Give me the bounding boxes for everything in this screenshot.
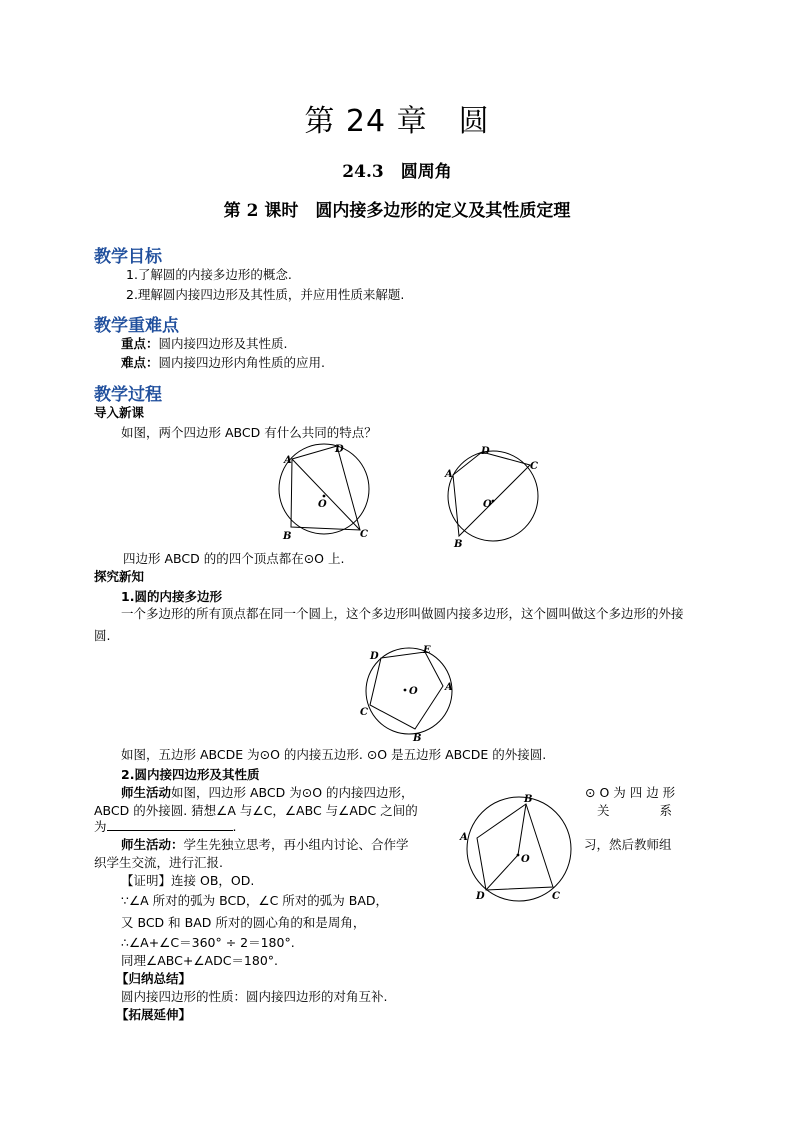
part2-heading: 2.圆内接四边形及其性质 [121,767,260,782]
activity2-text-a: 学生先独立思考，再小组内讨论、合作学 [183,837,409,852]
fig3-label-e: E [423,645,431,656]
activity2-label: 师生活动： [121,837,184,852]
activity1-blank-line: 为 . [94,819,237,834]
figure-quadrilateral-1 [270,440,380,545]
fig2-label-d: D [481,446,490,457]
key-point [121,334,288,352]
objective-item: 1.了解圆的内接多边形的概念. [126,267,292,282]
proof-line: ∵∠A 所对的弧为 BCD，∠C 所对的弧为 BAD， [121,893,388,908]
activity1-line1 [121,783,414,801]
extension-heading: 【拓展延伸】 [116,1007,192,1022]
activity1-text-a: 如图，四边形 ABCD 为⊙O 的内接四边形， [171,785,414,800]
fig3-label-d: D [370,651,379,662]
fig2-label-b: B [454,539,463,550]
fig1-label-b: B [283,531,292,542]
fig3-label-a: A [445,682,453,693]
part1-caption: 如图，五边形 ABCDE 为⊙O 的内接五边形. ⊙O 是五边形 ABCDE 的外接圆. [121,747,547,762]
fig4-label-a: A [460,832,468,843]
activity1-text-b: ⊙ O 为 四 边 形 [585,785,676,800]
intro-question: 如图，两个四边形 ABCD 有什么共同的特点？ [121,425,377,440]
keypoints-heading: 教学重难点 [94,316,179,336]
intro-heading: 导入新课 [94,405,145,420]
chapter-title: 第 24 章 圆 [304,104,490,139]
explore-heading: 探究新知 [94,569,145,584]
fig2-label-o: O [483,499,492,510]
activity1-text-d: 关 系 [597,803,673,818]
fig1-label-d: D [335,444,344,455]
process-heading: 教学过程 [94,385,162,405]
fig3-label-c: C [360,707,368,718]
fig2-label-c: C [530,461,538,472]
fig1-label-o: O [318,499,327,510]
activity1-text-e: 为 [94,819,107,834]
proof-line: ∴∠A+∠C＝360° ÷ 2＝180°. [121,935,295,950]
fig2-label-a: A [445,469,453,480]
summary-heading: 【归纳总结】 [116,971,192,986]
fig1-label-c: C [360,529,368,540]
fig4-label-c: C [552,891,560,902]
objective-item: 2.理解圆内接四边形及其性质，并应用性质来解题. [126,287,405,302]
fig4-label-o: O [521,854,530,865]
activity1-label: 师生活动 [121,785,172,800]
proof-line: 又 BCD 和 BAD 所对的圆心角的和是周角， [121,915,366,930]
difficulty-label: 难点： [121,355,159,370]
figure-inscribed-quadrilateral [455,792,575,907]
key-text: 圆内接四边形及其性质. [158,336,288,351]
figure-quadrilateral-2 [440,440,550,550]
summary-text: 圆内接四边形的性质：圆内接四边形的对角互补. [121,989,388,1004]
proof-line: 同理∠ABC+∠ADC＝180°. [121,953,279,968]
activity2-text-b: 习，然后教师组 [584,837,672,852]
part1-heading: 1.圆的内接多边形 [121,589,222,604]
figure-pentagon [355,640,465,745]
difficulty-text: 圆内接四边形内角性质的应用. [158,355,325,370]
part1-text: 一个多边形的所有顶点都在同一个圆上，这个多边形叫做圆内接多边形，这个圆叫做这个多边形的外接圆. [94,606,684,643]
difficulty-point [121,353,325,371]
fig1-label-a: A [284,455,292,466]
section-title: 24.3 圆周角 [342,162,452,182]
lesson-title: 第 2 课时 圆内接多边形的定义及其性质定理 [223,201,571,221]
activity1-text-c: ABCD 的外接圆. 猜想∠A 与∠C，∠ABC 与∠ADC 之间的 [94,803,418,818]
fig4-label-d: D [476,891,485,902]
key-label: 重点： [121,336,159,351]
activity2-text-c: 织学生交流，进行汇报. [94,855,223,870]
objectives-heading: 教学目标 [94,247,162,267]
activity2-line1 [121,835,409,853]
proof-line: 【证明】连接 OB，OD. [121,873,255,888]
answer-blank[interactable] [107,818,233,831]
intro-answer: 四边形 ABCD 的的四个顶点都在⊙O 上. [123,551,345,566]
fig4-label-b: B [524,794,533,805]
fig3-label-o: O [409,686,418,697]
fig3-label-b: B [413,733,422,744]
